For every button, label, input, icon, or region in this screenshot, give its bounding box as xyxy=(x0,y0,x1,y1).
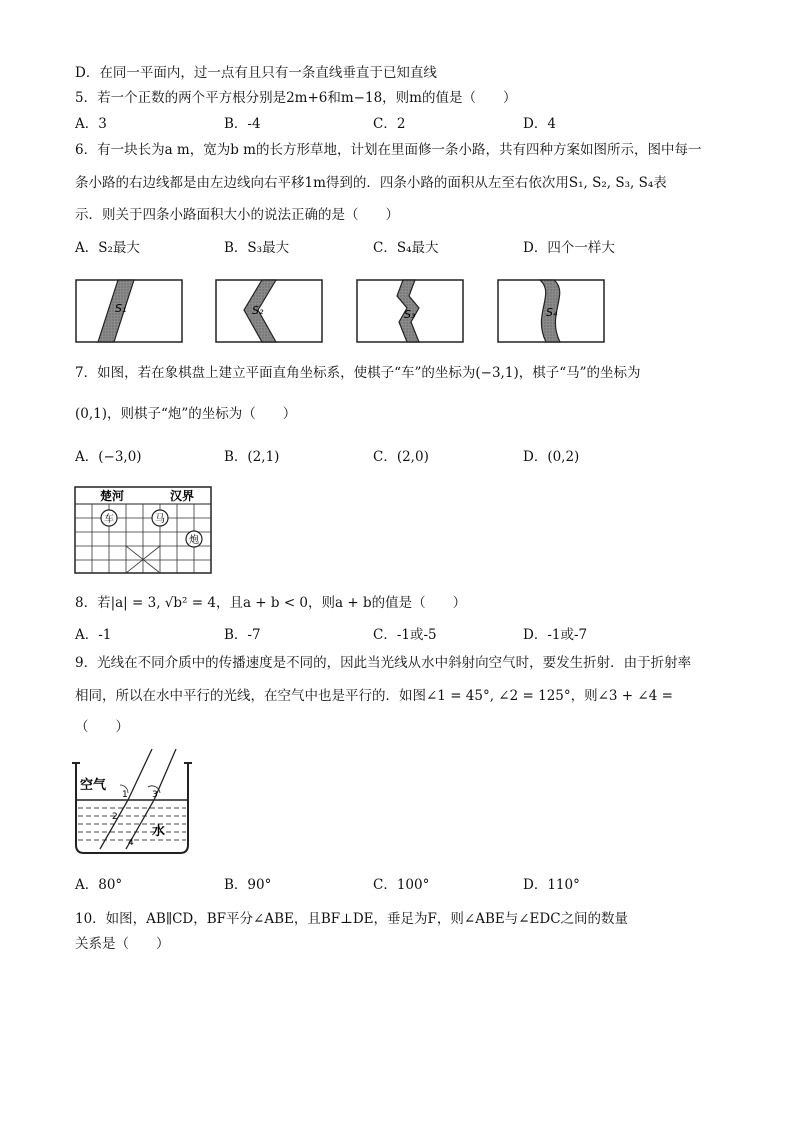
q7-river-left: 楚河 xyxy=(100,489,125,503)
q9-line-1: 9．光线在不同介质中的传播速度是不同的，因此当光线从水中斜射向空气时，要发生折射．由于折射率 xyxy=(75,655,692,671)
q6-label-s3: S₃ xyxy=(404,308,416,321)
q6-line-3: 示．则关于四条小路面积大小的说法正确的是（ ） xyxy=(75,207,399,223)
q6-label-s4: S₄ xyxy=(546,306,558,319)
q7-line-1: 7．如图，若在象棋盘上建立平面直角坐标系，使棋子“车”的坐标为(−3,1)，棋子“马”的坐标为 xyxy=(75,365,641,381)
q9-air-label: 空气 xyxy=(80,778,107,793)
q6-plan-1 xyxy=(76,280,182,342)
q5-option-b: B．-4 xyxy=(224,116,261,132)
q6-label-s2: S₂ xyxy=(252,304,264,317)
q9-option-c: C．100° xyxy=(373,877,430,893)
q6-plan-2 xyxy=(216,280,322,342)
q9-line-3: （ ） xyxy=(75,719,129,735)
q5-option-a: A．3 xyxy=(75,116,107,132)
q5-stem: 5．若一个正数的两个平方根分别是2m+6和m−18，则m的值是（ ） xyxy=(75,90,517,106)
q9-angle-2: 2 xyxy=(112,812,118,822)
q7-line-2: (0,1)，则棋子“炮”的坐标为（ ） xyxy=(75,406,297,422)
q10-line-1: 10．如图，AB∥CD，BF平分∠ABE，且BF⊥DE，垂足为F，则∠ABE与∠EDC之间的数量 xyxy=(75,911,629,927)
q6-option-a: A．S₂最大 xyxy=(75,240,140,256)
q7-chessboard-figure xyxy=(74,486,214,576)
svg-text:炮: 炮 xyxy=(189,535,199,546)
q9-angle-3: 3 xyxy=(152,790,158,800)
q6-line-1: 6．有一块长为a m，宽为b m的长方形草地，计划在里面修一条小路，共有四种方案如图所示，图中每一 xyxy=(75,142,702,158)
q9-refraction-figure xyxy=(70,745,200,857)
q6-option-b: B．S₃最大 xyxy=(224,240,290,256)
q9-option-b: B．90° xyxy=(224,877,272,893)
q7-option-b: B．(2,1) xyxy=(224,449,280,465)
q9-option-d: D．110° xyxy=(523,877,580,893)
q8-stem: 8．若|a| = 3, √b² = 4，且a + b < 0，则a + b的值是（ ） xyxy=(75,595,467,611)
q7-piece-ma xyxy=(152,510,168,526)
q4-option-d: D．在同一平面内，过一点有且只有一条直线垂直于已知直线 xyxy=(75,65,437,81)
q9-angle-4: 4 xyxy=(128,838,134,848)
q7-river-right: 汉界 xyxy=(170,489,195,503)
q7-option-d: D．(0,2) xyxy=(523,449,580,465)
q8-option-c: C．-1或-5 xyxy=(373,627,437,643)
q9-angle-1: 1 xyxy=(122,790,128,800)
q6-path-figures xyxy=(70,274,610,350)
q7-option-c: C．(2,0) xyxy=(373,449,429,465)
q7-option-a: A．(−3,0) xyxy=(75,449,142,465)
q7-piece-che xyxy=(101,510,117,526)
q6-line-2: 条小路的右边线都是由左边线向右平移1m得到的．四条小路的面积从左至右依次用S₁, S₂, S₃, S₄表 xyxy=(75,175,667,191)
q6-plan-4 xyxy=(498,280,604,342)
q6-option-c: C．S₄最大 xyxy=(373,240,439,256)
q5-option-d: D．4 xyxy=(523,116,556,132)
q10-line-2: 关系是（ ） xyxy=(75,936,170,952)
q9-line-2: 相同，所以在水中平行的光线，在空气中也是平行的．如图∠1 = 45°, ∠2 = 125°，则∠3 + ∠4 = xyxy=(75,688,673,704)
q5-option-c: C．2 xyxy=(373,116,406,132)
q8-option-a: A．-1 xyxy=(75,627,112,643)
q6-plan-3 xyxy=(357,280,463,342)
q9-water-label: 水 xyxy=(152,824,166,839)
q8-option-d: D．-1或-7 xyxy=(523,627,588,643)
svg-text:车: 车 xyxy=(104,514,114,525)
q8-option-b: B．-7 xyxy=(224,627,261,643)
q9-option-a: A．80° xyxy=(75,877,123,893)
q6-label-s1: S₁ xyxy=(115,302,127,315)
q7-piece-pao xyxy=(186,531,202,547)
svg-text:马: 马 xyxy=(155,514,165,525)
q6-option-d: D．四个一样大 xyxy=(523,240,615,256)
